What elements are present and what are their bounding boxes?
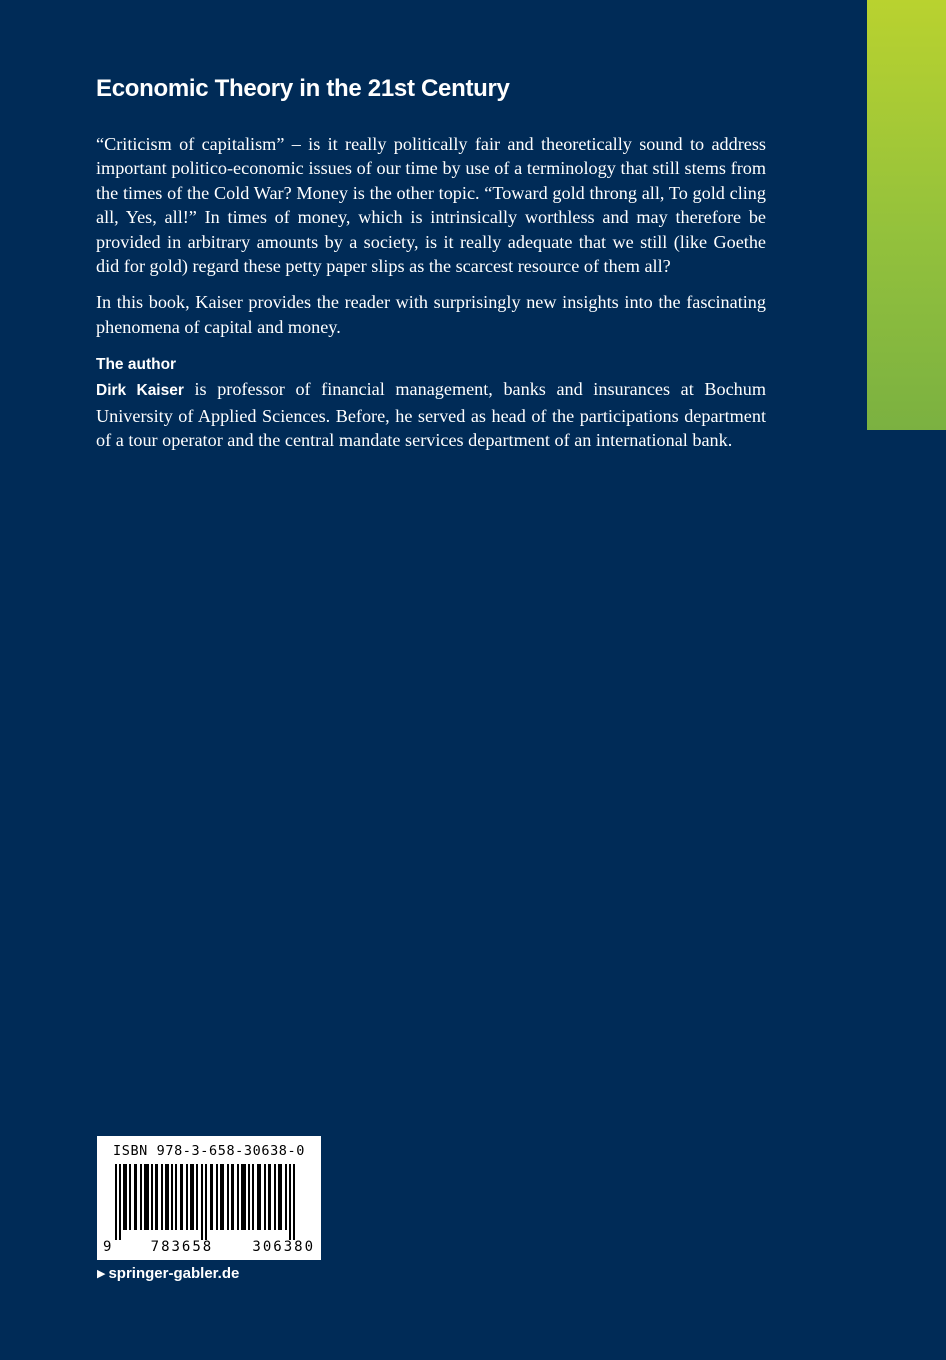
author-name: Dirk Kaiser bbox=[96, 382, 184, 400]
book-title: Economic Theory in the 21st Century bbox=[96, 75, 510, 102]
description-paragraph-2: In this book, Kaiser provides the reader with surprisingly new insights into the fascinating phenomena of capital and money. bbox=[96, 292, 766, 337]
barcode-digit-prefix: 9 bbox=[103, 1239, 112, 1255]
isbn-barcode bbox=[97, 1136, 321, 1260]
description-paragraph-1: “Criticism of capitalism” – is it really politically fair and theoretically sound to address important politico-economic issues of our time by use of a terminology that still stems from the times of the Cold War? Money is the other topic. “Toward gold throng all, To gold cling all, Yes, all!” In times of money, which is intrinsically worthless and may therefore be provided in arbitrary amounts by a society, is it really adequate that we still (like Goethe did for gold) regard these petty paper slips as the scarcest resource of them all? bbox=[96, 134, 766, 277]
author-bio-text: is professor of financial management, banks and insurances at Bochum University of Applied Sciences. Before, he served as head of the participations department of a tour operator and the central mandate services department of an international bank. bbox=[96, 379, 766, 451]
accent-bar bbox=[867, 0, 946, 430]
publisher-website[interactable] bbox=[97, 1264, 239, 1284]
website-label: springer-gabler.de bbox=[108, 1265, 240, 1282]
isbn-label: ISBN 978-3-658-30638-0 bbox=[112, 1143, 305, 1159]
back-cover-text bbox=[96, 72, 766, 464]
author-bio bbox=[96, 377, 766, 452]
barcode-digit-group-1: 783658 bbox=[150, 1239, 214, 1255]
barcode-digits bbox=[103, 1239, 315, 1255]
barcode-digit-group-2: 306380 bbox=[252, 1239, 315, 1255]
arrow-right-icon: ▶ bbox=[97, 1268, 106, 1280]
barcode-bars bbox=[109, 1164, 309, 1240]
author-heading: The author bbox=[96, 356, 177, 374]
